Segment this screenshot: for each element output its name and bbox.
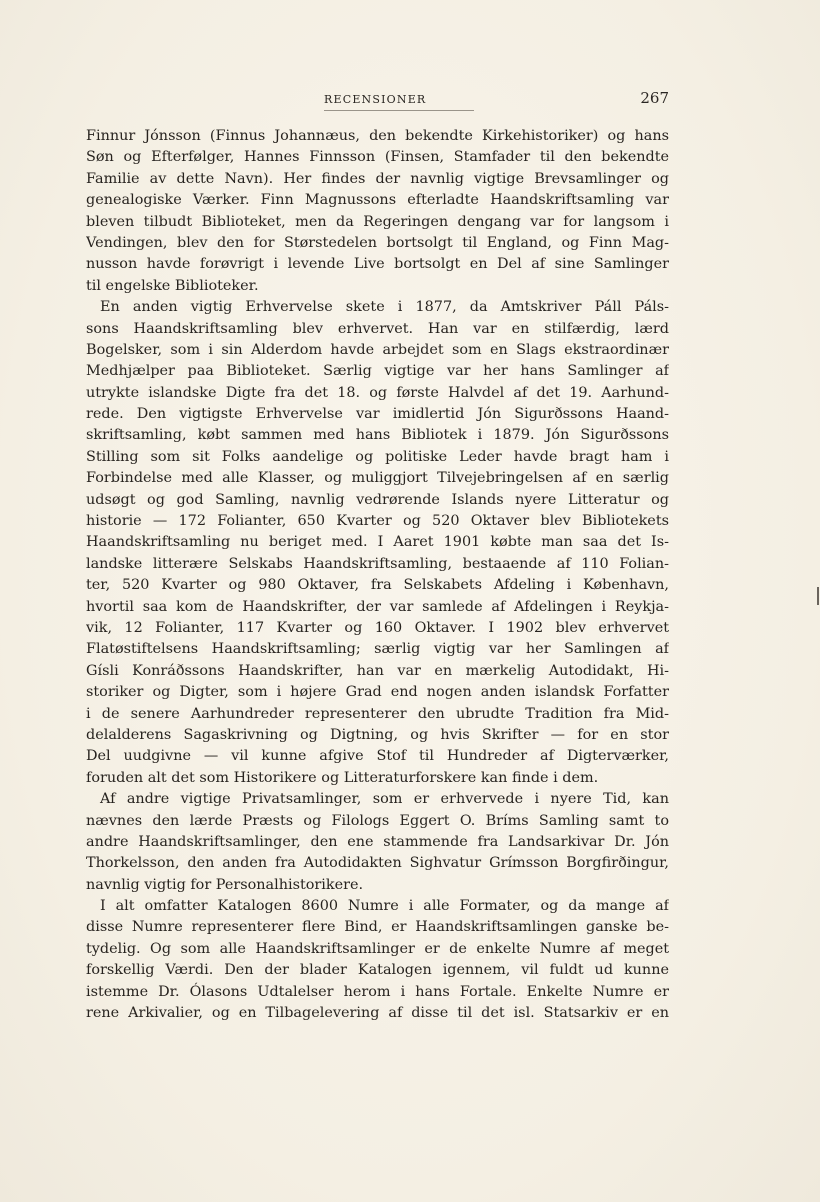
text-line: nusson havde forøvrigt i levende Live bortsolgt en Del af sine Samlinger — [86, 256, 669, 273]
scan-edge-mark — [817, 587, 819, 605]
text-line: sons Haandskriftsamling blev erhvervet. Han var en stilfærdig, lærd — [86, 320, 669, 337]
text-line: I alt omfatter Katalogen 8600 Numre i alle Formater, og da mange af — [100, 898, 669, 915]
text-line: udsøgt og god Samling, navnlig vedrørende Islands nyere Litteratur og — [86, 491, 669, 508]
text-line: storiker og Digter, som i højere Grad end nogen anden islandsk Forfatter — [86, 684, 669, 701]
text-line: Forbindelse med alle Klasser, og muliggjort Tilvejebringelsen af en særlig — [86, 470, 669, 487]
text-line: En anden vigtig Erhvervelse skete i 1877, da Amtskriver Páll Páls- — [100, 299, 669, 316]
text-line: rene Arkivalier, og en Tilbagelevering af disse til det isl. Statsarkiv er en — [86, 1005, 669, 1022]
page-number: 267 — [640, 89, 669, 107]
text-line: Gísli Konráðssons Haandskrifter, han var en mærkelig Autodidakt, Hi- — [86, 662, 669, 679]
text-line: Bogelsker, som i sin Alderdom havde arbejdet som en Slags ekstraordinær — [86, 341, 669, 358]
text-line: i de senere Aarhundreder representerer den ubrudte Tradition fra Mid- — [86, 705, 669, 722]
text-line: vik, 12 Folianter, 117 Kvarter og 160 Oktaver. I 1902 blev erhvervet — [86, 619, 669, 636]
text-line: historie — 172 Folianter, 650 Kvarter og 520 Oktaver blev Bibliotekets — [86, 513, 669, 530]
text-line: navnlig vigtig for Personalhistorikere. — [86, 876, 364, 893]
text-line: Del uudgivne — vil kunne afgive Stof til Hundreder af Digterværker, — [86, 748, 669, 765]
text-line: utrykte islandske Digte fra det 18. og første Halvdel af det 19. Aarhund- — [86, 384, 669, 401]
text-line: tydelig. Og som alle Haandskriftsamlinger er de enkelte Numre af meget — [86, 940, 669, 957]
text-line: andre Haandskriftsamlinger, den ene stammende fra Landsarkivar Dr. Jón — [86, 833, 669, 850]
text-line: Familie av dette Navn). Her findes der navnlig vigtige Brevsamlinger og — [86, 170, 669, 187]
header-rule — [324, 110, 474, 111]
text-line: istemme Dr. Ólasons Udtalelser herom i hans Fortale. Enkelte Numre er — [86, 983, 669, 1000]
text-line: Søn og Efterfølger, Hannes Finnsson (Finsen, Stamfader til den bekendte — [86, 149, 669, 166]
running-head: RECENSIONER — [324, 93, 427, 106]
text-line: delalderens Sagaskrivning og Digtning, og hvis Skrifter — for en stor — [86, 726, 669, 743]
text-line: rede. Den vigtigste Erhvervelse var imidlertid Jón Sigurðssons Haand- — [86, 406, 669, 423]
text-line: hvortil saa kom de Haandskrifter, der var samlede af Afdelingen i Reykja- — [86, 598, 669, 615]
text-line: landske litterære Selskabs Haandskriftsamling, bestaaende af 110 Folian- — [86, 555, 669, 572]
text-line: skriftsamling, købt sammen med hans Bibliotek i 1879. Jón Sigurðssons — [86, 427, 669, 444]
text-line: Flatøstiftelsens Haandskriftsamling; særlig vigtig var her Samlingen af — [86, 641, 669, 658]
body-text — [86, 126, 669, 1024]
text-line: til engelske Biblioteker. — [86, 277, 259, 294]
text-line: Haandskriftsamling nu beriget med. I Aaret 1901 købte man saa det Is- — [86, 534, 669, 551]
page-header — [86, 89, 669, 111]
text-line: Af andre vigtige Privatsamlinger, som er erhvervede i nyere Tid, kan — [100, 791, 669, 808]
text-line: foruden alt det som Historikere og Litteraturforskere kan finde i dem. — [86, 769, 599, 786]
text-line: ter, 520 Kvarter og 980 Oktaver, fra Selskabets Afdeling i København, — [86, 577, 669, 594]
text-line: bleven tilbudt Biblioteket, men da Regeringen dengang var for langsom i — [86, 213, 669, 230]
text-line: Stilling som sit Folks aandelige og politiske Leder havde bragt ham i — [86, 448, 669, 465]
text-line: Finnur Jónsson (Finnus Johannæus, den bekendte Kirkehistoriker) og hans — [86, 128, 669, 144]
text-line: disse Numre representerer flere Bind, er Haandskriftsamlingen ganske be- — [86, 919, 669, 936]
text-line: nævnes den lærde Præsts og Filologs Eggert O. Bríms Samling samt to — [86, 812, 669, 829]
text-line: Thorkelsson, den anden fra Autodidakten Sighvatur Grímsson Borgfirðingur, — [86, 855, 669, 872]
text-line: genealogiske Værker. Finn Magnussons efterladte Haandskriftsamling var — [86, 192, 669, 209]
text-line: forskellig Værdi. Den der blader Katalogen igennem, vil fuldt ud kunne — [86, 962, 669, 979]
text-line: Medhjælper paa Biblioteket. Særlig vigtige var her hans Samlinger af — [86, 363, 669, 380]
text-line: Vendingen, blev den for Størstedelen bortsolgt til England, og Finn Mag- — [86, 234, 669, 251]
